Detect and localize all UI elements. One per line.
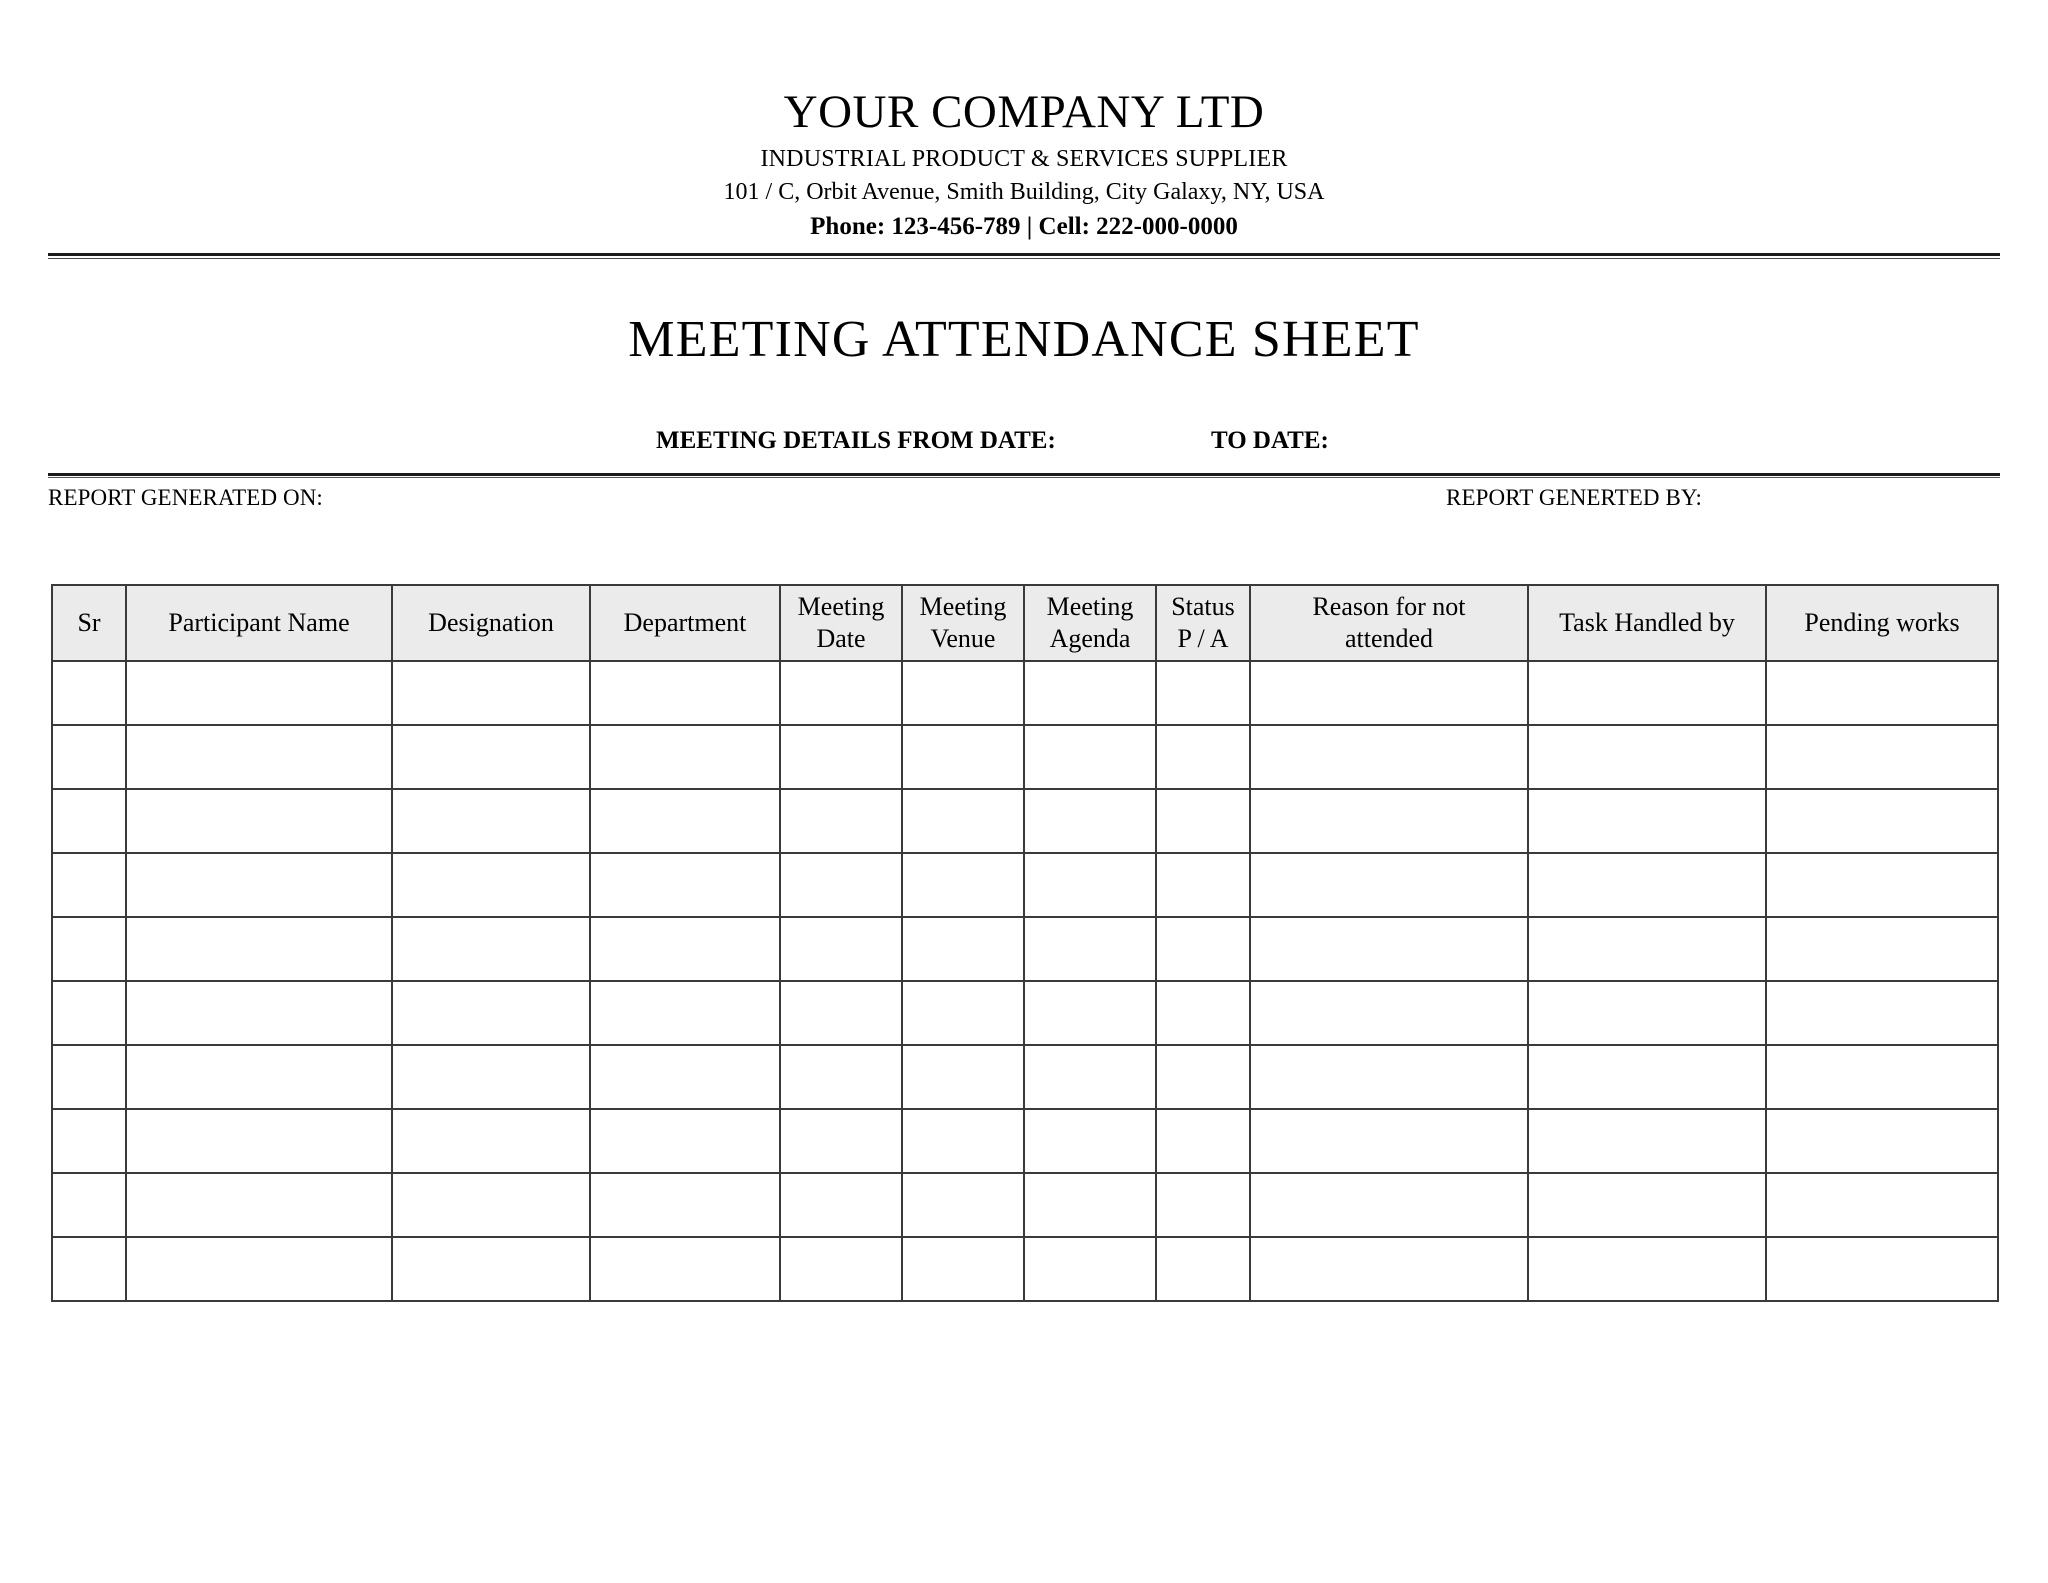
meeting-to-date-label: TO DATE: — [1211, 427, 1329, 455]
table-cell-reason[interactable] — [1250, 1173, 1528, 1237]
table-cell-desig[interactable] — [392, 789, 590, 853]
table-cell-dept[interactable] — [590, 789, 780, 853]
page-title: MEETING ATTENDANCE SHEET — [628, 310, 1420, 368]
table-cell-name[interactable] — [126, 789, 392, 853]
table-cell-name[interactable] — [126, 981, 392, 1045]
table-cell-desig[interactable] — [392, 981, 590, 1045]
column-header-reason — [1250, 585, 1528, 661]
table-cell-pending[interactable] — [1766, 853, 1998, 917]
table-cell-status[interactable] — [1156, 981, 1250, 1045]
table-cell-task[interactable] — [1528, 661, 1766, 725]
table-cell-magenda[interactable] — [1024, 1237, 1156, 1301]
column-header-label-line2: P / A — [1177, 624, 1229, 654]
table-cell-mvenue[interactable] — [902, 853, 1024, 917]
table-cell-pending[interactable] — [1766, 789, 1998, 853]
table-cell-status[interactable] — [1156, 725, 1250, 789]
attendance-table — [51, 584, 1999, 1302]
table-header-row — [52, 585, 1998, 661]
meeting-details-divider — [48, 473, 2000, 478]
table-cell-mdate[interactable] — [780, 1109, 902, 1173]
table-cell-task[interactable] — [1528, 725, 1766, 789]
table-cell-name[interactable] — [126, 661, 392, 725]
table-cell-status[interactable] — [1156, 917, 1250, 981]
table-cell-desig[interactable] — [392, 1109, 590, 1173]
table-cell-status[interactable] — [1156, 661, 1250, 725]
table-cell-sr[interactable] — [52, 853, 126, 917]
column-header-label: Pending works — [1804, 608, 1960, 638]
column-header-mdate — [780, 585, 902, 661]
table-cell-dept[interactable] — [590, 725, 780, 789]
column-header-label-line2: attended — [1344, 624, 1434, 654]
table-cell-sr[interactable] — [52, 725, 126, 789]
table-cell-mdate[interactable] — [780, 1237, 902, 1301]
table-cell-mvenue[interactable] — [902, 725, 1024, 789]
column-header-task — [1528, 585, 1766, 661]
table-cell-desig[interactable] — [392, 917, 590, 981]
table-cell-sr[interactable] — [52, 917, 126, 981]
table-cell-reason[interactable] — [1250, 725, 1528, 789]
table-cell-dept[interactable] — [590, 917, 780, 981]
table-cell-mvenue[interactable] — [902, 789, 1024, 853]
table-cell-sr[interactable] — [52, 1237, 126, 1301]
table-cell-status[interactable] — [1156, 1109, 1250, 1173]
meeting-from-date-label: MEETING DETAILS FROM DATE: — [656, 427, 1056, 455]
table-cell-desig[interactable] — [392, 725, 590, 789]
table-row — [52, 917, 1998, 981]
table-cell-dept[interactable] — [590, 1109, 780, 1173]
table-cell-sr[interactable] — [52, 1109, 126, 1173]
table-row — [52, 661, 1998, 725]
table-row — [52, 853, 1998, 917]
column-header-magenda — [1024, 585, 1156, 661]
table-cell-status[interactable] — [1156, 1237, 1250, 1301]
letterhead — [48, 0, 2000, 243]
report-meta-row — [48, 485, 2000, 521]
table-cell-magenda[interactable] — [1024, 1109, 1156, 1173]
table-cell-mvenue[interactable] — [902, 1109, 1024, 1173]
column-header-label-line2: Agenda — [1049, 624, 1131, 654]
table-cell-task[interactable] — [1528, 853, 1766, 917]
column-header-mvenue — [902, 585, 1024, 661]
column-header-desig — [392, 585, 590, 661]
table-cell-reason[interactable] — [1250, 661, 1528, 725]
report-generated-on-label: REPORT GENERATED ON: — [48, 485, 323, 511]
table-cell-mdate[interactable] — [780, 1173, 902, 1237]
table-cell-task[interactable] — [1528, 981, 1766, 1045]
table-cell-sr[interactable] — [52, 661, 126, 725]
table-cell-dept[interactable] — [590, 1045, 780, 1109]
table-cell-name[interactable] — [126, 1045, 392, 1109]
table-cell-dept[interactable] — [590, 853, 780, 917]
attendance-table-body — [52, 661, 1998, 1301]
table-cell-pending[interactable] — [1766, 725, 1998, 789]
table-cell-name[interactable] — [126, 1173, 392, 1237]
table-cell-mdate[interactable] — [780, 725, 902, 789]
table-cell-mvenue[interactable] — [902, 981, 1024, 1045]
table-cell-pending[interactable] — [1766, 1045, 1998, 1109]
table-cell-sr[interactable] — [52, 789, 126, 853]
table-cell-name[interactable] — [126, 725, 392, 789]
table-cell-sr[interactable] — [52, 981, 126, 1045]
table-cell-reason[interactable] — [1250, 1237, 1528, 1301]
table-cell-mvenue[interactable] — [902, 661, 1024, 725]
table-cell-reason[interactable] — [1250, 917, 1528, 981]
table-cell-pending[interactable] — [1766, 981, 1998, 1045]
table-cell-magenda[interactable] — [1024, 1045, 1156, 1109]
column-header-label: Status — [1171, 592, 1235, 622]
table-cell-magenda[interactable] — [1024, 789, 1156, 853]
column-header-label: Meeting — [797, 592, 885, 622]
table-cell-magenda[interactable] — [1024, 661, 1156, 725]
table-cell-status[interactable] — [1156, 789, 1250, 853]
table-cell-sr[interactable] — [52, 1045, 126, 1109]
table-row — [52, 725, 1998, 789]
table-cell-task[interactable] — [1528, 1173, 1766, 1237]
table-cell-mdate[interactable] — [780, 789, 902, 853]
table-row — [52, 1173, 1998, 1237]
table-cell-task[interactable] — [1528, 1045, 1766, 1109]
table-cell-desig[interactable] — [392, 1045, 590, 1109]
table-cell-name[interactable] — [126, 917, 392, 981]
attendance-table-head — [52, 585, 1998, 661]
table-cell-task[interactable] — [1528, 1237, 1766, 1301]
table-cell-mdate[interactable] — [780, 917, 902, 981]
table-row — [52, 981, 1998, 1045]
attendance-table-wrapper — [48, 584, 2000, 1302]
company-tagline: INDUSTRIAL PRODUCT & SERVICES SUPPLIER — [760, 145, 1288, 172]
column-header-dept — [590, 585, 780, 661]
table-cell-dept[interactable] — [590, 1237, 780, 1301]
table-cell-reason[interactable] — [1250, 789, 1528, 853]
column-header-name — [126, 585, 392, 661]
table-cell-reason[interactable] — [1250, 981, 1528, 1045]
table-cell-name[interactable] — [126, 1109, 392, 1173]
column-header-status — [1156, 585, 1250, 661]
table-cell-name[interactable] — [126, 853, 392, 917]
table-cell-sr[interactable] — [52, 1173, 126, 1237]
table-cell-dept[interactable] — [590, 981, 780, 1045]
table-cell-mvenue[interactable] — [902, 1045, 1024, 1109]
table-cell-mdate[interactable] — [780, 853, 902, 917]
table-cell-magenda[interactable] — [1024, 917, 1156, 981]
column-header-label: Designation — [428, 608, 554, 638]
table-cell-magenda[interactable] — [1024, 725, 1156, 789]
column-header-label: Meeting — [919, 592, 1007, 622]
column-header-label: Participant Name — [168, 608, 350, 638]
company-name: YOUR COMPANY LTD — [783, 86, 1265, 138]
column-header-label: Sr — [77, 608, 101, 638]
table-cell-pending[interactable] — [1766, 1109, 1998, 1173]
column-header-sr — [52, 585, 126, 661]
table-cell-status[interactable] — [1156, 853, 1250, 917]
letterhead-divider — [48, 253, 2000, 259]
column-header-label: Task Handled by — [1559, 608, 1735, 638]
meeting-details-row — [48, 427, 2000, 461]
table-cell-magenda[interactable] — [1024, 981, 1156, 1045]
table-cell-reason[interactable] — [1250, 1045, 1528, 1109]
table-cell-dept[interactable] — [590, 661, 780, 725]
table-cell-mdate[interactable] — [780, 981, 902, 1045]
table-cell-task[interactable] — [1528, 1109, 1766, 1173]
column-header-label-line2: Venue — [930, 624, 996, 654]
table-cell-mvenue[interactable] — [902, 1173, 1024, 1237]
table-cell-desig[interactable] — [392, 661, 590, 725]
column-header-label: Department — [623, 608, 747, 638]
table-cell-desig[interactable] — [392, 853, 590, 917]
table-cell-pending[interactable] — [1766, 661, 1998, 725]
table-cell-status[interactable] — [1156, 1045, 1250, 1109]
column-header-label: Reason for not — [1312, 592, 1466, 622]
table-cell-reason[interactable] — [1250, 1109, 1528, 1173]
table-cell-dept[interactable] — [590, 1173, 780, 1237]
table-row — [52, 1045, 1998, 1109]
table-cell-mdate[interactable] — [780, 661, 902, 725]
table-cell-task[interactable] — [1528, 917, 1766, 981]
column-header-label: Meeting — [1046, 592, 1134, 622]
table-cell-task[interactable] — [1528, 789, 1766, 853]
table-cell-mvenue[interactable] — [902, 917, 1024, 981]
table-cell-pending[interactable] — [1766, 1173, 1998, 1237]
company-phone: Phone: 123-456-789 | Cell: 222-000-0000 — [810, 212, 1238, 240]
table-cell-mvenue[interactable] — [902, 1237, 1024, 1301]
table-cell-pending[interactable] — [1766, 1237, 1998, 1301]
table-row — [52, 789, 1998, 853]
company-address: 101 / C, Orbit Avenue, Smith Building, City Galaxy, NY, USA — [723, 178, 1325, 205]
table-cell-magenda[interactable] — [1024, 1173, 1156, 1237]
table-row — [52, 1237, 1998, 1301]
table-cell-reason[interactable] — [1250, 853, 1528, 917]
table-cell-pending[interactable] — [1766, 917, 1998, 981]
table-cell-desig[interactable] — [392, 1173, 590, 1237]
report-generated-by-label: REPORT GENERTED BY: — [1446, 485, 1703, 511]
table-cell-name[interactable] — [126, 1237, 392, 1301]
column-header-label-line2: Date — [816, 624, 866, 654]
table-cell-magenda[interactable] — [1024, 853, 1156, 917]
column-header-pending — [1766, 585, 1998, 661]
table-cell-status[interactable] — [1156, 1173, 1250, 1237]
table-cell-desig[interactable] — [392, 1237, 590, 1301]
table-row — [52, 1109, 1998, 1173]
table-cell-mdate[interactable] — [780, 1045, 902, 1109]
